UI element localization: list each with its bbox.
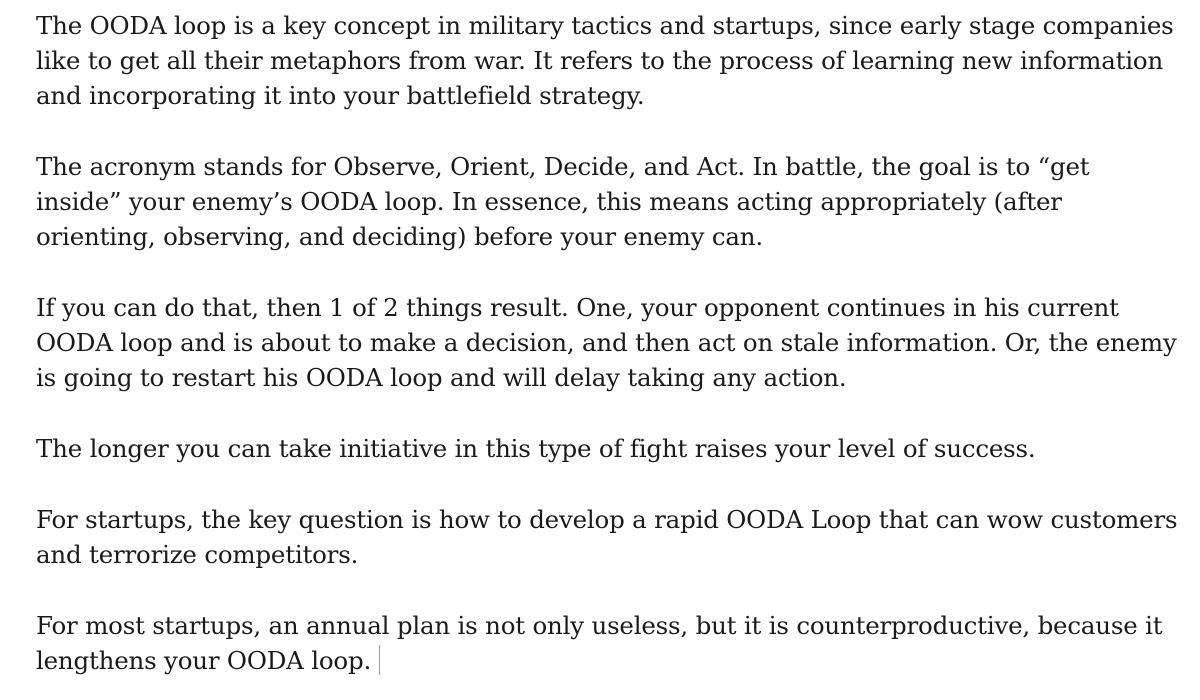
paragraph-1: The OODA loop is a key concept in military tactics and startups, since early stage companies like to get all their metaphors from war. It refers to the process of learning new information and incorporating it into your battlefield strategy.	[36, 11, 1174, 110]
paragraph-3: If you can do that, then 1 of 2 things result. One, your opponent continues in his current OODA loop and is about to make a decision, and then act on stale information. Or, the enemy is going to restart his OODA loop and will delay taking any action.	[36, 293, 1177, 392]
paragraph-6: For most startups, an annual plan is not only useless, but it is counterproductive, because it lengthens your OODA loop.	[36, 611, 1163, 675]
paragraph-5: For startups, the key question is how to develop a rapid OODA Loop that can wow customers and terrorize competitors.	[36, 505, 1178, 569]
text-cursor	[379, 645, 380, 675]
paragraph-4: The longer you can take initiative in this type of fight raises your level of success.	[36, 434, 1036, 463]
paragraph-2: The acronym stands for Observe, Orient, Decide, and Act. In battle, the goal is to “get inside” your enemy’s OODA loop. In essence, this means acting appropriately (after orienting, observing, and deciding) before your enemy can.	[36, 152, 1090, 251]
paragraph-6-container	[36, 608, 1180, 678]
